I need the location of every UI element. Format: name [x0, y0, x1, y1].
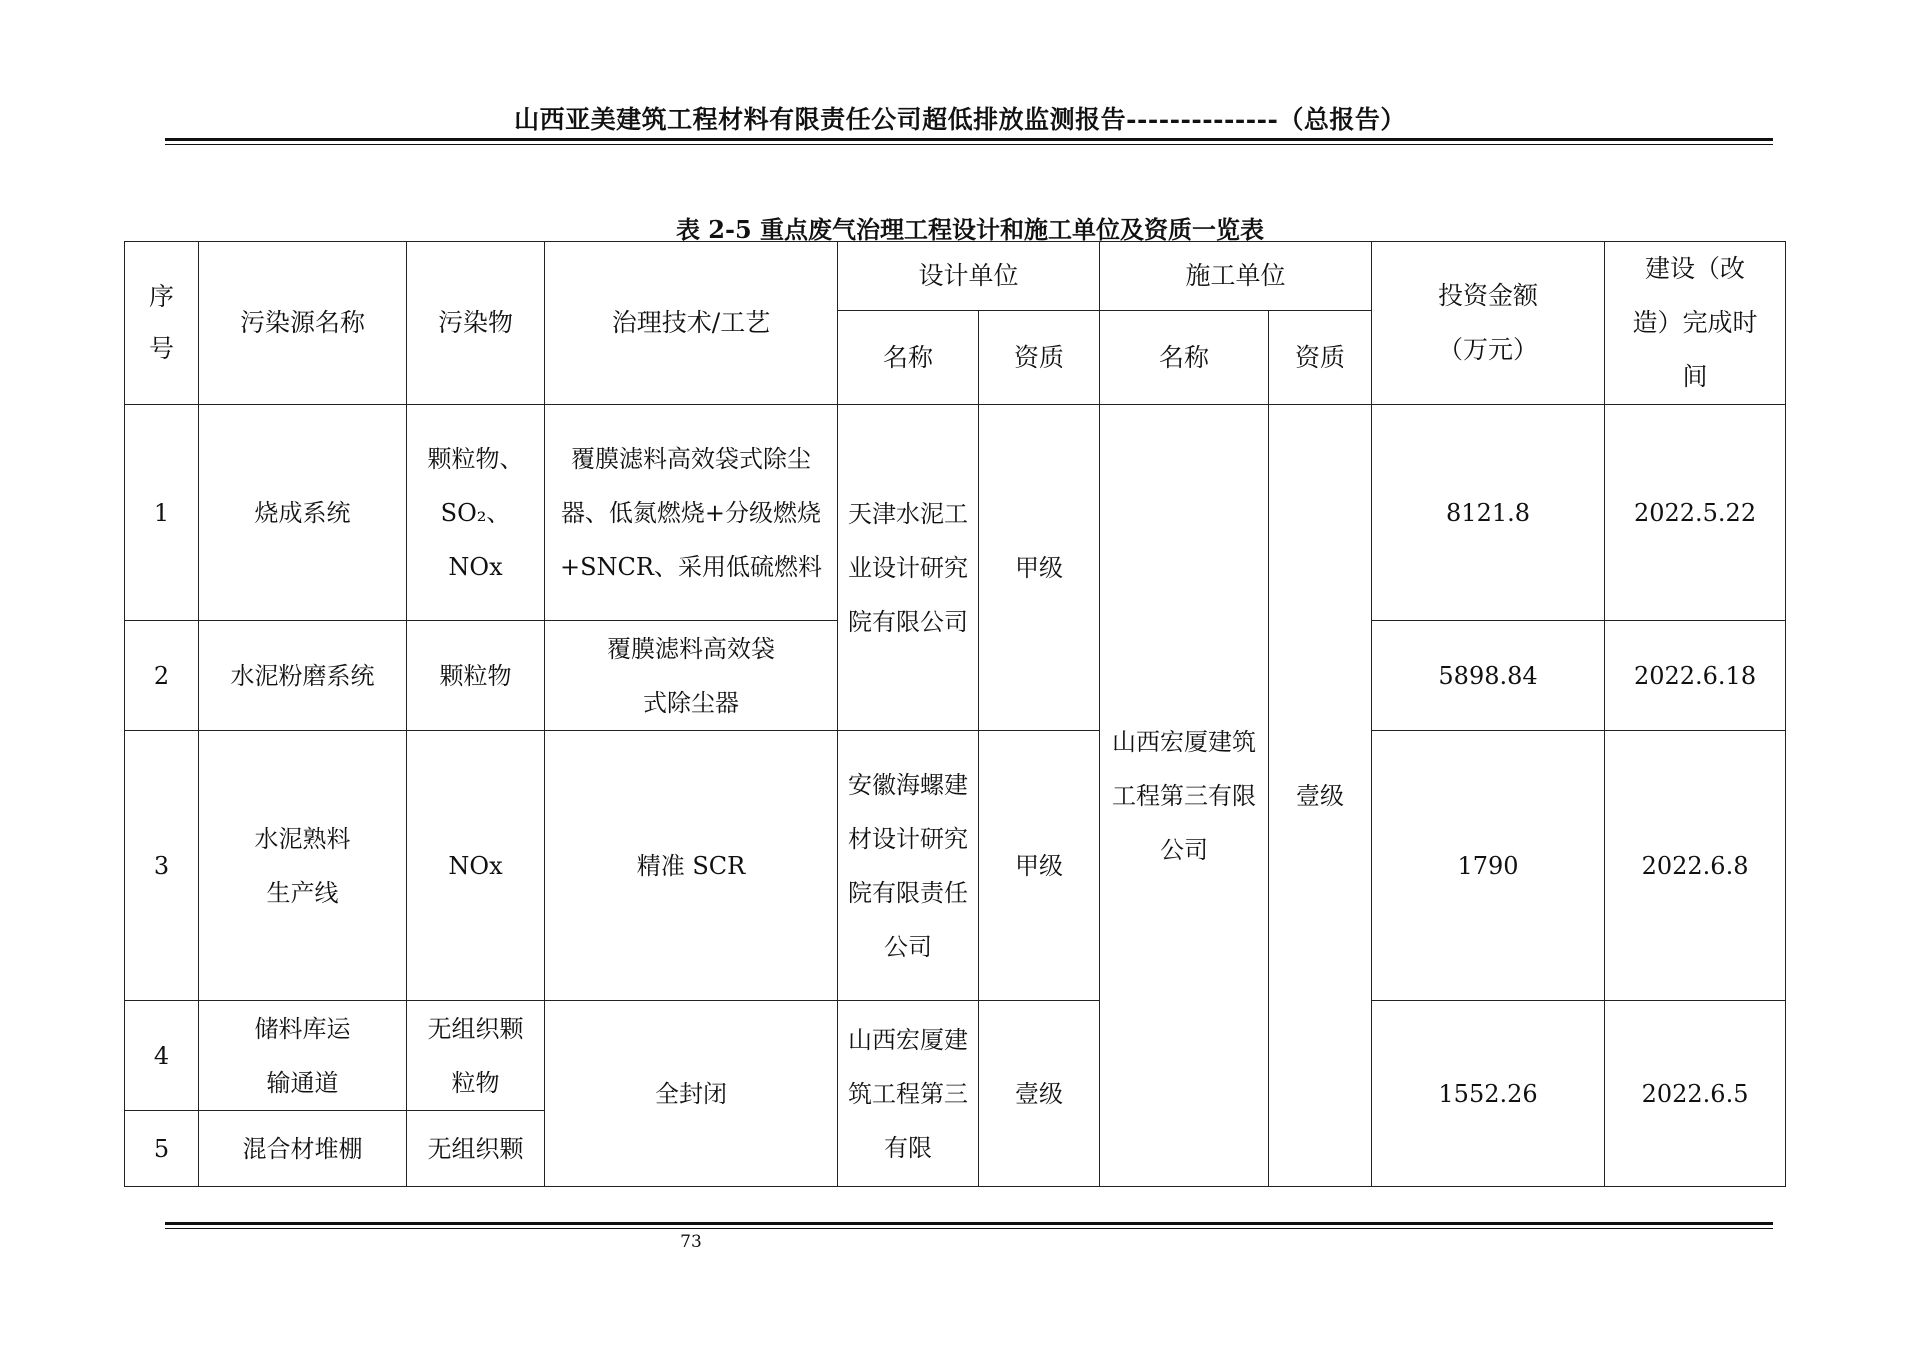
design-unit-name: 天津水泥工业设计研究院有限公司: [838, 405, 979, 731]
header-rule-thin: [165, 144, 1773, 145]
row-completion: 2022.5.22: [1605, 405, 1786, 621]
row-source: 水泥熟料生产线: [199, 731, 407, 1001]
row-seq: 4: [125, 1001, 199, 1111]
construction-unit-qualification: 壹级: [1269, 405, 1372, 1187]
table-row: [125, 731, 1786, 1001]
row-pollutant: 颗粒物: [407, 621, 545, 731]
row-source: 烧成系统: [199, 405, 407, 621]
design-unit-name: 安徽海螺建材设计研究院有限责任公司: [838, 731, 979, 1001]
row-completion: 2022.6.18: [1605, 621, 1786, 731]
col-header-construction-qualification: 资质: [1269, 311, 1372, 405]
row-completion: 2022.6.5: [1605, 1001, 1786, 1187]
row-investment: 8121.8: [1372, 405, 1605, 621]
row-technology: 全封闭: [545, 1001, 838, 1187]
row-source: 储料库运输通道: [199, 1001, 407, 1111]
col-header-seq: 序号: [125, 242, 199, 405]
col-header-pollutant: 污染物: [407, 242, 545, 405]
waste-gas-treatment-table: [124, 241, 1786, 1187]
row-investment: 5898.84: [1372, 621, 1605, 731]
row-technology: 覆膜滤料高效袋式除尘器: [545, 621, 838, 731]
row-pollutant: 无组织颗: [407, 1111, 545, 1187]
row-seq: 1: [125, 405, 199, 621]
col-header-design-unit: 设计单位: [838, 242, 1100, 311]
col-header-source: 污染源名称: [199, 242, 407, 405]
col-header-design-qualification: 资质: [979, 311, 1100, 405]
col-header-investment: 投资金额（万元）: [1372, 242, 1605, 405]
page-number: 73: [680, 1232, 702, 1252]
footer-rule-thin: [165, 1228, 1773, 1229]
report-header-title: 山西亚美建筑工程材料有限责任公司超低排放监测报告--------------（总报告）: [514, 105, 1406, 134]
col-header-completion: 建设（改造）完成时间: [1605, 242, 1786, 405]
row-completion: 2022.6.8: [1605, 731, 1786, 1001]
row-pollutant: 颗粒物、SO₂、NOx: [407, 405, 545, 621]
row-seq: 2: [125, 621, 199, 731]
design-unit-qualification: 壹级: [979, 1001, 1100, 1187]
col-header-design-name: 名称: [838, 311, 979, 405]
table-row: [125, 405, 1786, 621]
row-pollutant: NOx: [407, 731, 545, 1001]
row-technology: 精准 SCR: [545, 731, 838, 1001]
header-rule-thick: [165, 138, 1773, 141]
table-row: [125, 1001, 1786, 1111]
construction-unit-name: 山西宏厦建筑工程第三有限公司: [1100, 405, 1269, 1187]
row-investment: 1552.26: [1372, 1001, 1605, 1187]
header-row-1: [125, 242, 1786, 311]
design-unit-qualification: 甲级: [979, 731, 1100, 1001]
row-seq: 3: [125, 731, 199, 1001]
footer-rule-thick: [165, 1222, 1773, 1225]
table-caption: 表 2-5 重点废气治理工程设计和施工单位及资质一览表: [675, 215, 1265, 244]
row-source: 水泥粉磨系统: [199, 621, 407, 731]
col-header-technology: 治理技术/工艺: [545, 242, 838, 405]
row-technology: 覆膜滤料高效袋式除尘器、低氮燃烧+分级燃烧+SNCR、采用低硫燃料: [545, 405, 838, 621]
col-header-construction-name: 名称: [1100, 311, 1269, 405]
row-investment: 1790: [1372, 731, 1605, 1001]
design-unit-qualification: 甲级: [979, 405, 1100, 731]
col-header-construction-unit: 施工单位: [1100, 242, 1372, 311]
row-source: 混合材堆棚: [199, 1111, 407, 1187]
design-unit-name: 山西宏厦建筑工程第三有限: [838, 1001, 979, 1187]
row-pollutant: 无组织颗粒物: [407, 1001, 545, 1111]
row-seq: 5: [125, 1111, 199, 1187]
